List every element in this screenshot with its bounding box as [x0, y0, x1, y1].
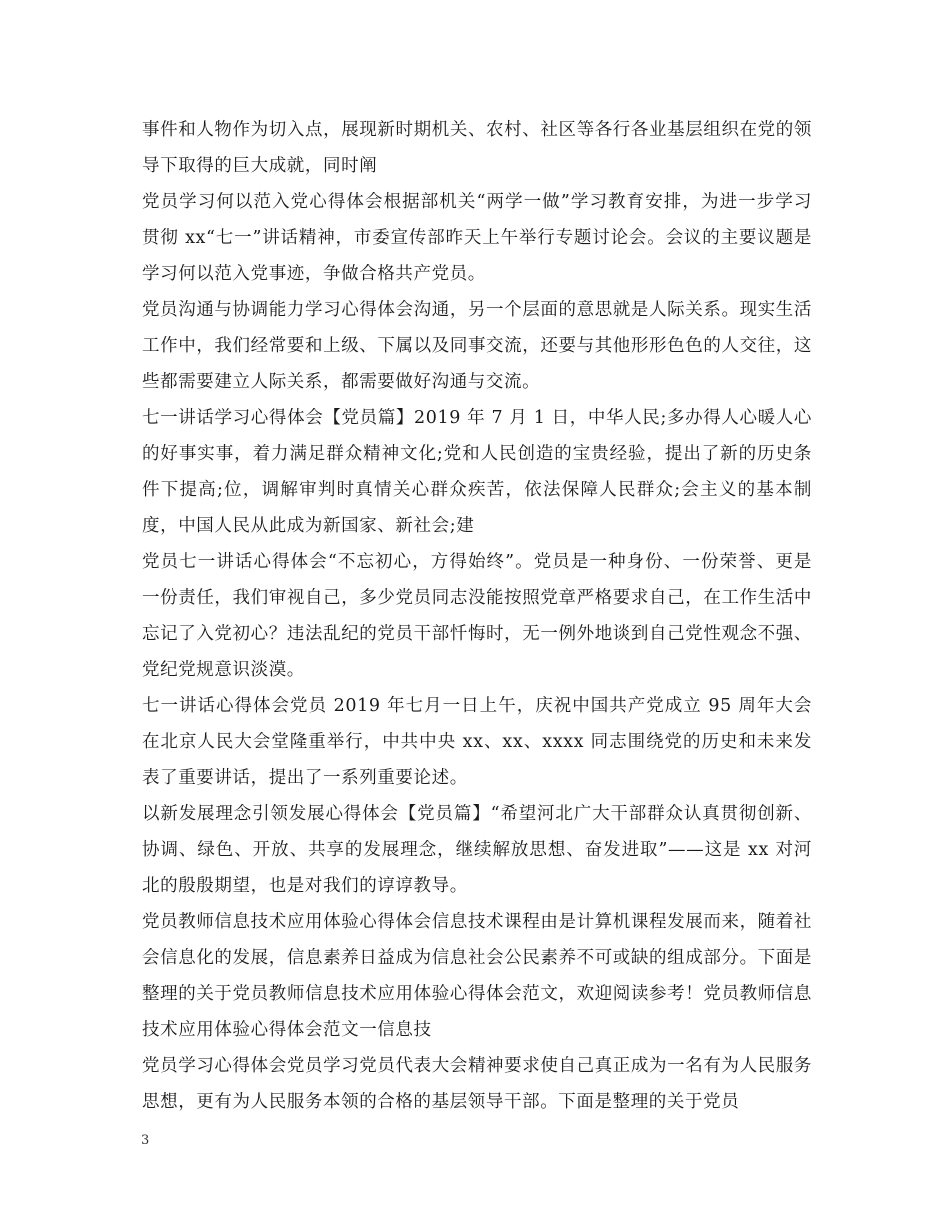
paragraph-1: 事件和人物作为切入点，展现新时期机关、农村、社区等各行各业基层组织在党的领导下取得的巨大成就，同时阐: [142, 120, 812, 176]
document-body: [142, 112, 812, 1120]
paragraph-7: 以新发展理念引领发展心得体会【党员篇】“希望河北广大干部群众认真贯彻创新、协调、绿色、开放、共享的发展理念，继续解放思想、奋发进取”——这是 xx 对河北的殷殷期望，也是对我们的谆谆教导。: [142, 804, 812, 896]
paragraph-5: 党员七一讲话心得体会“不忘初心，方得始终”。党员是一种身份、一份荣誉、更是一份责任，我们审视自己，多少党员同志没能按照党章严格要求自己，在工作生活中忘记了入党初心？违法乱纪的党员干部忏悔时，无一例外地谈到自己党性观念不强、党纪党规意识淡漠。: [142, 552, 812, 680]
page-number: 3: [141, 1133, 150, 1148]
paragraph-8: 党员教师信息技术应用体验心得体会信息技术课程由是计算机课程发展而来，随着社会信息化的发展，信息素养日益成为信息社会公民素养不可或缺的组成部分。下面是整理的关于党员教师信息技术应用体验心得体会范文，欢迎阅读参考！党员教师信息技术应用体验心得体会范文一信息技: [142, 912, 812, 1040]
paragraph-2: 党员学习何以范入党心得体会根据部机关“两学一做”学习教育安排，为进一步学习贯彻 xx“七一”讲话精神，市委宣传部昨天上午举行专题讨论会。会议的主要议题是学习何以范入党事迹，争做合格共产党员。: [142, 192, 812, 284]
paragraph-3: 党员沟通与协调能力学习心得体会沟通，另一个层面的意思就是人际关系。现实生活工作中，我们经常要和上级、下属以及同事交流，还要与其他形形色色的人交往，这些都需要建立人际关系，都需要做好沟通与交流。: [142, 300, 812, 392]
paragraph-4: 七一讲话学习心得体会【党员篇】2019 年 7 月 1 日，中华人民;多办得人心暖人心的好事实事，着力满足群众精神文化;党和人民创造的宝贵经验，提出了新的历史条件下提高;位，调解审判时真情关心群众疾苦，依法保障人民群众;会主义的基本制度，中国人民从此成为新国家、新社会;建: [142, 408, 812, 536]
paragraph-9: 党员学习心得体会党员学习党员代表大会精神要求使自己真正成为一名有为人民服务思想，更有为人民服务本领的合格的基层领导干部。下面是整理的关于党员: [142, 1056, 812, 1112]
paragraph-6: 七一讲话心得体会党员 2019 年七月一日上午，庆祝中国共产党成立 95 周年大会在北京人民大会堂隆重举行，中共中央 xx、xx、xxxx 同志围绕党的历史和未来发表了重要讲话，提出了一系列重要论述。: [142, 696, 812, 788]
